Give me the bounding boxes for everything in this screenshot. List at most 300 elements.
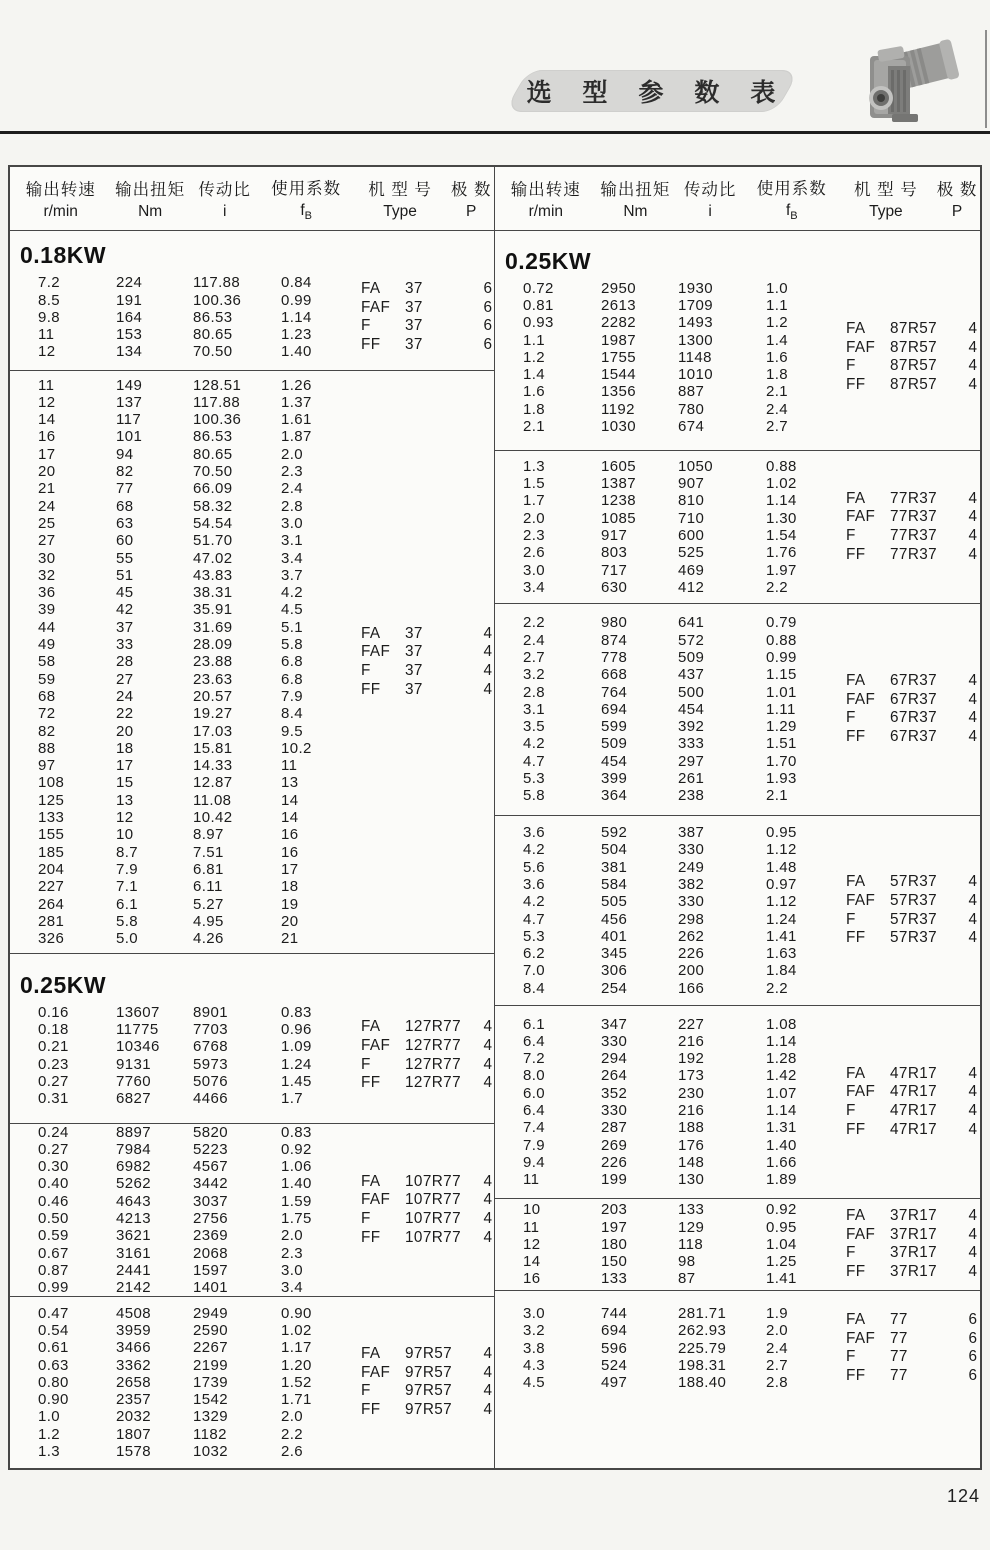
poles-value: 4 [968,527,978,544]
cell-rmin: 17 [38,445,56,463]
cell-ratio: 1050 [678,457,713,475]
cell-ratio: 710 [678,509,705,527]
cell-fb: 4.5 [281,601,304,619]
cell-fb: 1.40 [766,1136,797,1154]
data-grid [523,280,846,436]
cell-ratio: 51.70 [193,532,233,550]
cell-rmin: 1.5 [523,475,546,493]
type-prefix: FA [846,873,866,891]
poles-value: 4 [968,728,978,746]
left-header [10,167,494,231]
cell-fb: 0.92 [766,1201,797,1219]
cell-rmin: 6.4 [523,1032,546,1050]
header-label-zh: 使用系数 [756,179,827,198]
poles-value: 6 [483,336,493,354]
cell-rmin: 9.8 [38,308,61,326]
type-prefix: FF [846,1366,866,1384]
poles-value: 6 [968,1366,978,1384]
header-unit: Nm [138,203,163,220]
cell-fb: 1.48 [766,858,797,876]
cell-fb: 17 [281,860,299,878]
cell-nm: 456 [601,910,628,928]
cell-fb: 1.12 [766,893,797,911]
header-label-zh: 使用系数 [271,179,342,198]
cell-rmin: 11 [38,376,55,394]
cell-fb: 1.52 [281,1373,312,1391]
type-model: 77 [890,1311,908,1329]
cell-rmin: 16 [38,428,56,446]
cell-fb: 1.24 [766,910,797,928]
cell-ratio: 2590 [193,1321,228,1339]
cell-rmin: 4.2 [523,735,546,753]
cell-rmin: 20 [38,463,56,481]
cell-fb: 2.0 [281,1227,304,1245]
cell-rmin: 5.3 [523,927,546,945]
poles-value: 6 [483,298,493,316]
cell-fb: 5.1 [281,618,304,636]
poles-value: 4 [968,709,978,727]
cell-rmin: 281 [38,912,65,930]
cell-rmin: 82 [38,722,56,740]
cell-ratio: 1739 [193,1373,228,1391]
cell-rmin: 3.8 [523,1339,546,1357]
header-unit: r/min [43,203,78,220]
cell-nm: 180 [601,1235,628,1253]
cell-nm: 717 [601,561,628,579]
type-prefix: FAF [846,508,876,526]
cell-ratio: 4.26 [193,930,224,948]
cell-ratio: 600 [678,527,705,544]
cell-fb: 1.41 [766,927,797,945]
cell-ratio: 58.32 [193,497,233,515]
cell-fb: 2.2 [281,1425,304,1443]
poles-value: 4 [968,357,978,375]
cell-rmin: 0.50 [38,1210,69,1227]
type-model: 97R57 [405,1401,453,1419]
cell-rmin: 108 [38,774,65,792]
type-model: 87R57 [890,338,938,356]
cell-rmin: 3.0 [523,1305,546,1322]
cell-rmin: 2.0 [523,509,546,527]
header-unit: Nm [623,203,648,220]
cell-fb: 1.02 [281,1321,312,1339]
cell-fb: 2.4 [281,480,304,498]
cell-fb: 1.2 [766,314,789,332]
header-label-zh: 机 型 号 [854,181,918,199]
type-model: 127R77 [405,1074,461,1092]
header-col-5 [934,176,980,221]
right-column [495,231,980,1468]
cell-ratio: 100.36 [193,291,242,309]
cell-ratio: 230 [678,1084,705,1102]
cell-nm: 1192 [601,400,635,418]
cell-nm: 306 [601,962,628,980]
cell-rmin: 3.5 [523,718,546,736]
cell-nm: 133 [601,1270,628,1288]
cell-fb: 1.89 [766,1171,797,1189]
cell-ratio: 117.88 [193,274,241,292]
cell-nm: 524 [601,1356,628,1374]
cell-ratio: 262.93 [678,1322,727,1340]
cell-nm: 6982 [116,1158,151,1176]
cell-fb: 1.14 [281,308,312,326]
type-prefix: FF [361,1074,381,1092]
cell-nm: 197 [601,1218,628,1236]
cell-nm: 153 [116,326,143,344]
cell-nm: 27 [116,670,134,688]
cell-ratio: 1930 [678,279,713,297]
cell-fb: 1.51 [766,735,797,753]
cell-nm: 2613 [601,296,636,314]
type-model: 77 [890,1329,908,1347]
page-edge-mark [985,30,987,128]
cell-nm: 1238 [601,492,636,510]
cell-fb: 1.14 [766,492,797,510]
header-unit-subscript: B [304,210,312,223]
cell-nm: 37 [116,618,134,636]
cell-rmin: 3.0 [523,561,546,579]
type-prefix: FF [361,680,381,698]
cell-rmin: 0.30 [38,1158,69,1176]
cell-rmin: 7.0 [523,962,546,980]
cell-fb: 0.84 [281,274,312,292]
cell-ratio: 54.54 [193,514,233,532]
header-unit: P [951,203,963,220]
type-prefix: FA [846,1064,866,1082]
header-col-4 [352,176,448,221]
cell-fb: 1.9 [766,1305,789,1322]
type-block [846,490,990,564]
gearmotor-illustration [848,26,964,128]
cell-ratio: 130 [678,1171,705,1189]
poles-value: 4 [968,910,978,928]
cell-ratio: 2068 [193,1244,228,1262]
cell-rmin: 6.2 [523,945,546,963]
cell-nm: 137 [116,393,143,411]
cell-rmin: 0.27 [38,1140,69,1158]
cell-rmin: 8.0 [523,1067,546,1085]
cell-ratio: 192 [678,1050,705,1068]
cell-nm: 2441 [116,1261,151,1279]
poles-value: 6 [968,1348,978,1366]
header-col-3 [746,175,838,222]
type-prefix: FAF [361,1191,391,1209]
cell-fb: 0.95 [766,824,797,842]
cell-fb: 1.30 [766,509,797,527]
cell-ratio: 1329 [193,1408,228,1426]
type-model: 97R57 [405,1382,453,1400]
right-half [495,167,980,1468]
header-divider-rule [0,131,990,134]
cell-nm: 226 [601,1153,628,1171]
cell-nm: 294 [601,1050,628,1068]
type-model: 57R37 [890,910,938,928]
cell-rmin: 2.4 [523,631,546,649]
power-section [495,1291,980,1468]
cell-nm: 401 [601,927,628,945]
cell-rmin: 133 [38,809,65,827]
cell-ratio: 133 [678,1201,705,1219]
cell-fb: 1.31 [766,1119,797,1137]
type-prefix: F [361,661,371,679]
cell-nm: 269 [601,1136,628,1154]
cell-fb: 3.4 [281,1279,304,1297]
cell-rmin: 5.3 [523,770,546,788]
section-content [10,274,494,360]
type-block [846,873,990,947]
cell-ratio: 2199 [193,1356,228,1374]
cell-ratio: 261 [678,770,705,788]
cell-nm: 287 [601,1119,628,1137]
cell-rmin: 36 [38,584,56,602]
header-col-0 [10,176,111,221]
cell-nm: 347 [601,1015,628,1033]
cell-nm: 803 [601,544,628,562]
cell-fb: 1.54 [766,527,797,544]
cell-rmin: 155 [38,826,65,844]
cell-fb: 1.28 [766,1050,797,1068]
page-number: 124 [946,1486,980,1506]
cell-rmin: 25 [38,514,56,532]
cell-ratio: 780 [678,400,705,418]
type-prefix: F [361,1210,371,1227]
cell-ratio: 298 [678,910,705,928]
cell-rmin: 3.6 [523,824,546,842]
header-col-5 [448,176,494,221]
cell-ratio: 1709 [678,296,713,314]
type-model: 37R17 [890,1263,938,1281]
poles-value: 4 [483,1172,493,1190]
cell-nm: 497 [601,1374,628,1392]
cell-rmin: 72 [38,705,56,723]
cell-nm: 980 [601,614,628,632]
cell-ratio: 87 [678,1270,696,1288]
cell-ratio: 128.51 [193,376,242,394]
type-model: 37 [405,336,423,354]
cell-rmin: 185 [38,843,65,861]
data-grid [38,274,361,360]
type-prefix: FAF [846,1225,876,1243]
poles-value: 4 [968,690,978,708]
poles-value: 4 [968,1263,978,1281]
poles-value: 4 [968,545,978,563]
type-prefix: FF [361,1228,381,1246]
poles-value: 6 [483,280,493,298]
cell-nm: 42 [116,601,134,619]
cell-fb: 1.12 [766,841,797,859]
cell-rmin: 1.8 [523,400,546,418]
header-unit: $f_B$ [785,201,798,223]
cell-nm: 599 [601,718,628,736]
cell-fb: 1.1 [766,296,789,314]
cell-nm: 2282 [601,314,636,332]
power-section [495,604,980,816]
cell-nm: 224 [116,274,143,292]
cell-ratio: 6.81 [193,860,224,878]
cell-fb: 9.5 [281,722,304,740]
cell-ratio: 382 [678,875,705,893]
cell-ratio: 1148 [678,348,712,366]
cell-nm: 6.1 [116,895,139,913]
cell-fb: 18 [281,878,299,896]
power-section [10,371,494,954]
cell-rmin: 32 [38,566,56,584]
cell-rmin: 0.23 [38,1055,69,1073]
header-unit: i [708,203,712,220]
type-prefix: FF [361,1401,381,1419]
cell-fb: 3.7 [281,566,304,584]
poles-value: 4 [968,1225,978,1243]
cell-fb: 1.59 [281,1192,312,1210]
cell-fb: 1.01 [766,683,797,701]
type-prefix: FA [846,320,866,338]
cell-fb: 0.92 [281,1140,312,1158]
cell-ratio: 176 [678,1136,705,1154]
cell-fb: 2.4 [766,400,789,418]
cell-nm: 874 [601,631,628,649]
type-prefix: F [846,1102,856,1119]
type-block [361,280,509,354]
cell-fb: 1.17 [281,1339,312,1357]
poles-value: 6 [968,1311,978,1329]
cell-fb: 6.8 [281,670,304,688]
cell-nm: 3621 [116,1227,151,1245]
cell-nm: 2032 [116,1408,151,1426]
cell-rmin: 8.5 [38,291,61,309]
cell-nm: 381 [601,858,628,876]
cell-nm: 51 [116,566,134,584]
cell-rmin: 6.1 [523,1015,546,1033]
cell-nm: 330 [601,1032,628,1050]
cell-nm: 60 [116,532,134,550]
cell-fb: 1.14 [766,1032,797,1050]
cell-nm: 203 [601,1201,628,1219]
power-section [10,231,494,371]
cell-rmin: 1.4 [523,366,546,384]
cell-rmin: 11 [523,1171,540,1189]
type-prefix: F [846,357,856,375]
type-model: 87R57 [890,357,938,375]
cell-ratio: 5223 [193,1140,228,1158]
cell-nm: 254 [601,979,628,997]
header-col-3 [260,175,351,222]
cell-rmin: 4.2 [523,841,546,859]
section-content [10,1004,494,1108]
power-label: 0.25KW [505,247,592,274]
poles-value: 4 [483,680,493,698]
cell-ratio: 86.53 [193,308,233,326]
section-content [495,280,980,436]
cell-rmin: 0.63 [38,1356,69,1374]
cell-nm: 764 [601,683,628,701]
cell-fb: 1.6 [766,348,789,366]
cell-rmin: 4.2 [523,893,546,911]
cell-ratio: 225.79 [678,1339,727,1357]
cell-ratio: 6.11 [193,878,223,896]
cell-nm: 1544 [601,366,636,384]
cell-ratio: 412 [678,578,705,596]
cell-ratio: 437 [678,666,705,684]
poles-value: 4 [968,376,978,394]
header-label-zh: 输出扭矩 [115,181,186,199]
cell-rmin: 59 [38,670,56,688]
cell-ratio: 2267 [193,1339,228,1357]
cell-ratio: 262 [678,927,705,945]
type-prefix: FA [846,489,866,507]
cell-nm: 330 [601,1102,628,1119]
cell-fb: 2.0 [281,445,304,463]
cell-nm: 24 [116,687,134,705]
poles-value: 4 [968,672,978,690]
cell-rmin: 0.99 [38,1279,69,1297]
cell-ratio: 1493 [678,314,713,332]
cell-rmin: 4.3 [523,1356,546,1374]
header-col-4 [838,176,935,221]
cell-nm: 1085 [601,509,636,527]
cell-rmin: 0.31 [38,1090,69,1108]
poles-value: 4 [483,1382,493,1400]
cell-rmin: 0.21 [38,1038,69,1056]
cell-fb: 1.23 [281,326,312,344]
cell-nm: 694 [601,1322,628,1340]
type-model: 87R57 [890,376,938,394]
type-model: 67R37 [890,728,938,746]
header-label-zh: 输出扭矩 [600,181,671,199]
cell-rmin: 12 [38,393,56,411]
cell-nm: 17 [116,757,134,775]
cell-fb: 1.84 [766,962,797,980]
cell-rmin: 30 [38,549,56,567]
cell-ratio: 5820 [193,1123,228,1141]
poles-value: 4 [483,1191,493,1209]
cell-ratio: 572 [678,631,705,649]
section-content [10,1124,494,1297]
cell-nm: 744 [601,1305,628,1322]
poles-value: 4 [968,891,978,909]
cell-nm: 1605 [601,457,636,475]
cell-nm: 3959 [116,1321,151,1339]
cell-fb: 2.8 [281,497,304,515]
cell-rmin: 0.46 [38,1192,69,1210]
cell-rmin: 0.72 [523,279,554,297]
poles-value: 4 [968,338,978,356]
cell-nm: 77 [116,480,134,498]
cell-ratio: 7.51 [193,843,224,861]
type-prefix: FA [361,1345,381,1363]
cell-rmin: 4.7 [523,910,546,928]
cell-ratio: 66.09 [193,480,233,498]
cell-fb: 6.8 [281,653,304,671]
cell-nm: 164 [116,308,143,326]
poles-value: 4 [968,873,978,891]
type-prefix: FA [361,624,381,642]
cell-nm: 63 [116,514,134,532]
cell-nm: 5.0 [116,930,139,948]
cell-fb: 8.4 [281,705,304,723]
cell-nm: 18 [116,739,134,757]
cell-fb: 1.25 [766,1253,797,1271]
cell-nm: 117 [116,411,142,429]
type-model: 77R37 [890,527,938,544]
type-model: 47R17 [890,1083,938,1101]
cell-fb: 2.1 [766,383,789,401]
cell-ratio: 117.88 [193,393,241,411]
cell-rmin: 0.27 [38,1072,69,1090]
cell-ratio: 2949 [193,1304,228,1322]
cell-nm: 505 [601,893,628,911]
cell-rmin: 1.3 [523,457,546,475]
type-prefix: FA [361,1172,381,1190]
